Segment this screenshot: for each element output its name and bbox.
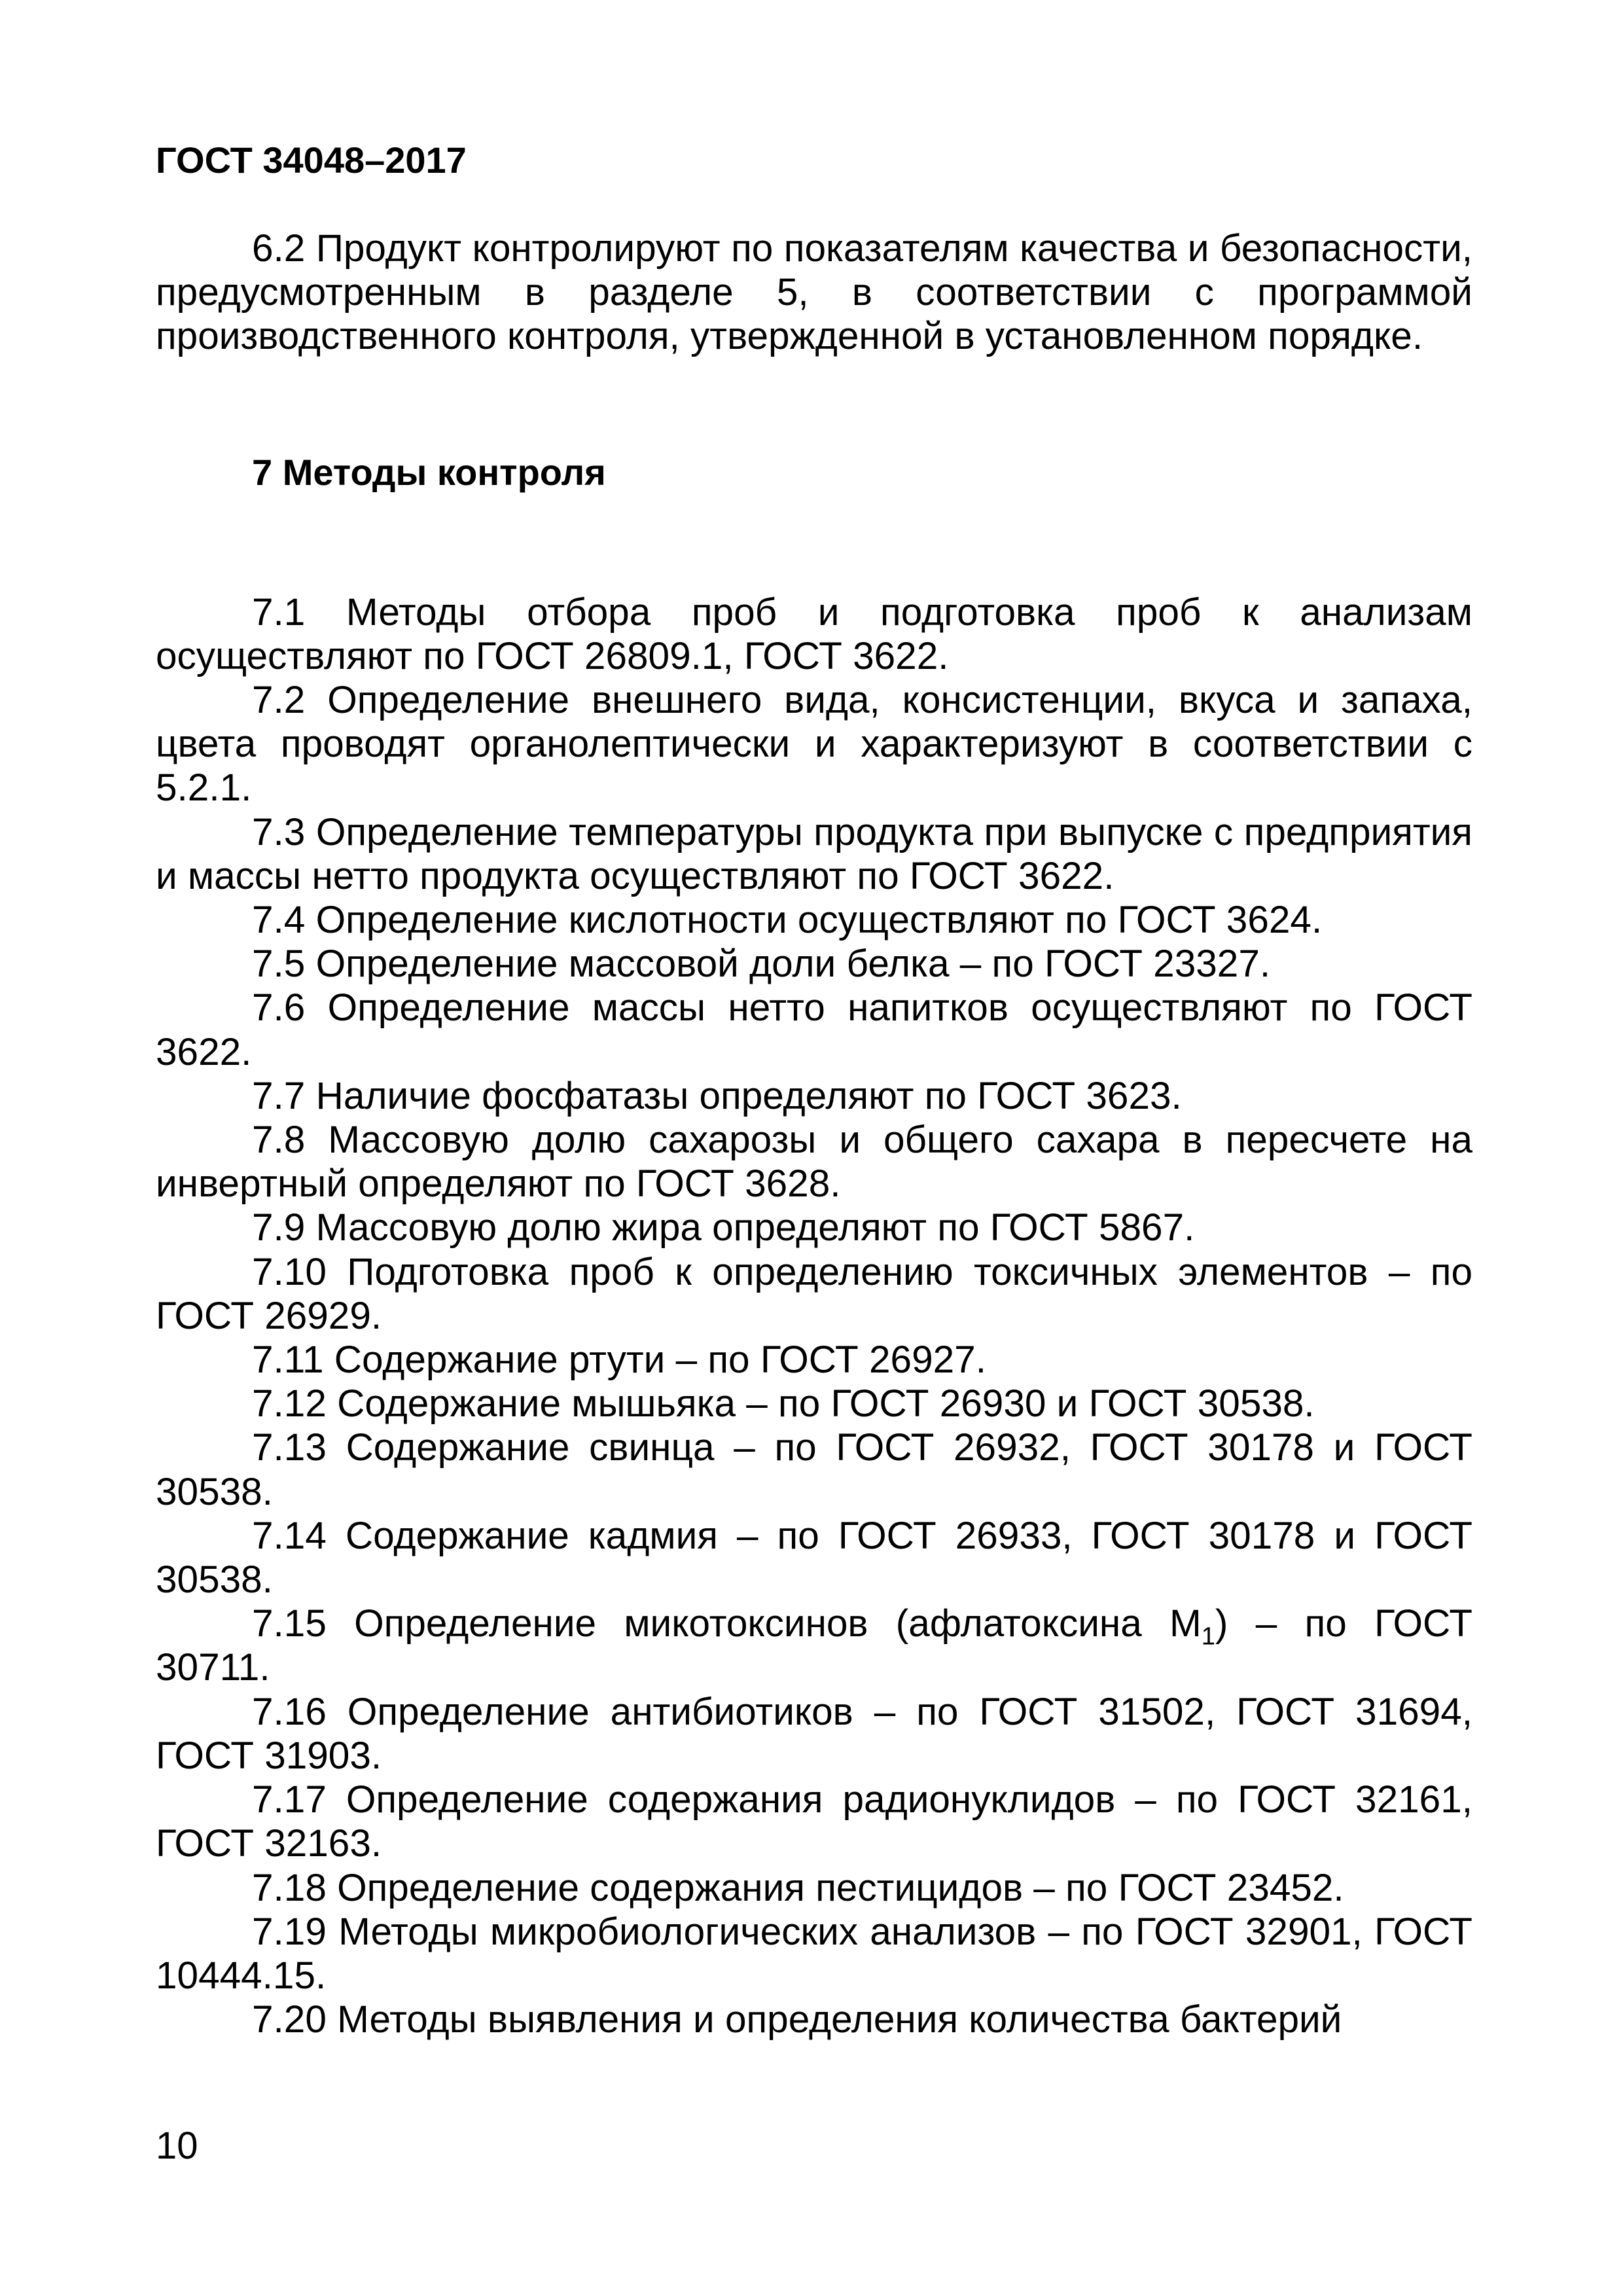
document-body	[156, 226, 1472, 2041]
paragraph-7-19: 7.19 Методы микробиологических анализов – по ГОСТ 32901, ГОСТ 10444.15.	[156, 1910, 1472, 1997]
paragraph-7-3: 7.3 Определение температуры продукта при выпуске с предприятия и массы нетто продукта осуществляют по ГОСТ 3622.	[156, 810, 1472, 897]
paragraph-7-12: 7.12 Содержание мышьяка – по ГОСТ 26930 и ГОСТ 30538.	[252, 1382, 1315, 1426]
paragraph-7-7: 7.7 Наличие фосфатазы определяют по ГОСТ 3623.	[252, 1074, 1182, 1117]
paragraph-7-20: 7.20 Методы выявления и определения количества бактерий	[252, 1998, 1342, 2041]
paragraph-7-15-text-end: ) – по ГОСТ 30711.	[156, 1602, 1472, 1689]
paragraph-7-5: 7.5 Определение массовой доли белка – по ГОСТ 23327.	[252, 942, 1271, 986]
paragraph-7-17: 7.17 Определение содержания радионуклидов – по ГОСТ 32161, ГОСТ 32163.	[156, 1778, 1472, 1865]
document-header: ГОСТ 34048–2017	[156, 139, 467, 181]
paragraph-6-2: 6.2 Продукт контролируют по показателям качества и безопасности, предусмотренным в разделе 5, в соответствии с программой производственного контроля, утвержденной в установленном порядке.	[156, 227, 1472, 358]
paragraph-7-4: 7.4 Определение кислотности осуществляют по ГОСТ 3624.	[252, 899, 1323, 942]
paragraph-7-8: 7.8 Массовую долю сахарозы и общего сахара в пересчете на инвертный определяют по ГОСТ 3628.	[156, 1119, 1472, 1206]
page-number: 10	[156, 2125, 198, 2167]
paragraph-7-6: 7.6 Определение массы нетто напитков осуществляют по ГОСТ 3622.	[156, 986, 1472, 1073]
paragraph-7-2: 7.2 Определение внешнего вида, консистенции, вкуса и запаха, цвета проводят органолептически и характеризуют в соответствии с 5.2.1.	[156, 679, 1472, 810]
paragraph-7-14: 7.14 Содержание кадмия – по ГОСТ 26933, ГОСТ 30178 и ГОСТ 30538.	[156, 1514, 1472, 1602]
paragraph-7-9: 7.9 Массовую долю жира определяют по ГОСТ 5867.	[252, 1206, 1195, 1249]
paragraph-7-15-text: 7.15 Определение микотоксинов (афлатоксина М	[252, 1602, 1202, 1645]
paragraph-7-15	[156, 1602, 1472, 1689]
subscript-index: 1	[1201, 1623, 1215, 1651]
paragraph-7-11: 7.11 Содержание ртути – по ГОСТ 26927.	[252, 1338, 986, 1382]
paragraph-7-10: 7.10 Подготовка проб к определению токсичных элементов – по ГОСТ 26929.	[156, 1250, 1472, 1337]
paragraph-7-13: 7.13 Содержание свинца – по ГОСТ 26932, ГОСТ 30178 и ГОСТ 30538.	[156, 1426, 1472, 1513]
paragraph-7-16: 7.16 Определение антибиотиков – по ГОСТ 31502, ГОСТ 31694, ГОСТ 31903.	[156, 1690, 1472, 1777]
paragraph-7-18: 7.18 Определение содержания пестицидов – по ГОСТ 23452.	[252, 1866, 1344, 1909]
section-title: 7 Методы контроля	[252, 451, 606, 493]
paragraph-7-1: 7.1 Методы отбора проб и подготовка проб к анализам осуществляют по ГОСТ 26809.1, ГОСТ 3622.	[156, 590, 1472, 677]
